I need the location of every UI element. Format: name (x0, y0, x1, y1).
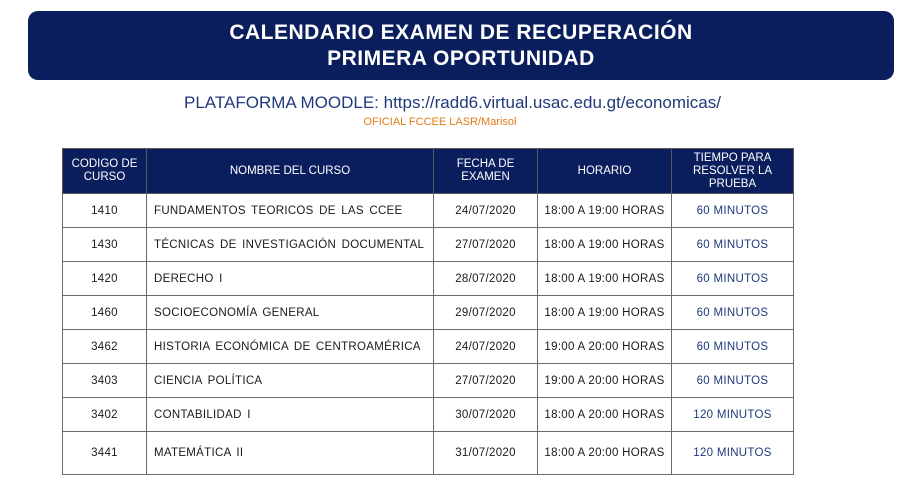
title-banner (28, 11, 894, 80)
tiempo-cell: 60 MINUTOS (672, 296, 794, 330)
fecha-cell: 27/07/2020 (434, 364, 538, 398)
fecha-cell: 27/07/2020 (434, 228, 538, 262)
fecha-cell: 24/07/2020 (434, 194, 538, 228)
fecha-cell: 24/07/2020 (434, 330, 538, 364)
nombre-cell: CIENCIA POLÍTICA (147, 364, 434, 398)
header-horario: HORARIO (538, 149, 672, 194)
tiempo-cell: 60 MINUTOS (672, 228, 794, 262)
exam-schedule-table (62, 148, 794, 475)
horario-cell: 19:00 A 20:00 HORAS (538, 330, 672, 364)
tiempo-cell: 60 MINUTOS (672, 330, 794, 364)
nombre-cell: MATEMÁTICA II (147, 432, 434, 475)
tiempo-cell: 60 MINUTOS (672, 194, 794, 228)
codigo-cell: 3402 (63, 398, 147, 432)
title-line-1: CALENDARIO EXAMEN DE RECUPERACIÓN (229, 20, 693, 44)
table-row (63, 364, 794, 398)
codigo-cell: 3462 (63, 330, 147, 364)
horario-cell: 18:00 A 20:00 HORAS (538, 432, 672, 475)
tiempo-cell: 120 MINUTOS (672, 432, 794, 475)
table-row (63, 432, 794, 475)
fecha-cell: 29/07/2020 (434, 296, 538, 330)
header-tiempo: TIEMPO PARA RESOLVER LA PRUEBA (672, 149, 794, 194)
table-row (63, 262, 794, 296)
header-nombre: NOMBRE DEL CURSO (147, 149, 434, 194)
table-row (63, 296, 794, 330)
tiempo-cell: 60 MINUTOS (672, 364, 794, 398)
table-row (63, 398, 794, 432)
nombre-cell: CONTABILIDAD I (147, 398, 434, 432)
horario-cell: 18:00 A 19:00 HORAS (538, 262, 672, 296)
nombre-cell: FUNDAMENTOS TEORICOS DE LAS CCEE (147, 194, 434, 228)
fecha-cell: 31/07/2020 (434, 432, 538, 475)
tiempo-cell: 60 MINUTOS (672, 262, 794, 296)
horario-cell: 19:00 A 20:00 HORAS (538, 364, 672, 398)
codigo-cell: 1410 (63, 194, 147, 228)
codigo-cell: 1460 (63, 296, 147, 330)
fecha-cell: 30/07/2020 (434, 398, 538, 432)
header-row (63, 149, 794, 194)
table-row (63, 330, 794, 364)
codigo-cell: 1420 (63, 262, 147, 296)
nombre-cell: DERECHO I (147, 262, 434, 296)
nombre-cell: HISTORIA ECONÓMICA DE CENTROAMÉRICA (147, 330, 434, 364)
horario-cell: 18:00 A 20:00 HORAS (538, 398, 672, 432)
codigo-cell: 1430 (63, 228, 147, 262)
title-line-2: PRIMERA OPORTUNIDAD (327, 46, 595, 70)
horario-cell: 18:00 A 19:00 HORAS (538, 228, 672, 262)
header-codigo: CODIGO DE CURSO (63, 149, 147, 194)
codigo-cell: 3403 (63, 364, 147, 398)
header-fecha: FECHA DE EXAMEN (434, 149, 538, 194)
oficial-credit: OFICIAL FCCEE LASR/Marisol (363, 116, 517, 128)
horario-cell: 18:00 A 19:00 HORAS (538, 296, 672, 330)
horario-cell: 18:00 A 19:00 HORAS (538, 194, 672, 228)
codigo-cell: 3441 (63, 432, 147, 475)
platform-moodle-link[interactable]: PLATAFORMA MOODLE: https://radd6.virtual.usac.edu.gt/economicas/ (184, 93, 721, 112)
nombre-cell: TÉCNICAS DE INVESTIGACIÓN DOCUMENTAL (147, 228, 434, 262)
nombre-cell: SOCIOECONOMÍA GENERAL (147, 296, 434, 330)
tiempo-cell: 120 MINUTOS (672, 398, 794, 432)
table-row (63, 228, 794, 262)
fecha-cell: 28/07/2020 (434, 262, 538, 296)
table-row (63, 194, 794, 228)
